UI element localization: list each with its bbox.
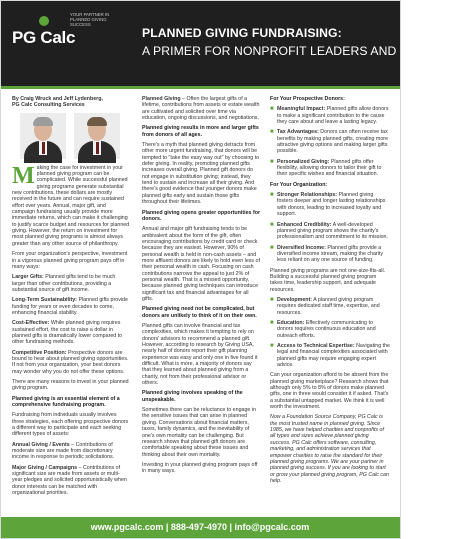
reasons-paragraph: There are many reasons to invest in your planned giving program. [12,379,129,392]
headline-line2: A PRIMER FOR NONPROFIT LEADERS AND BOARDS [142,44,452,58]
author-photos [12,113,130,159]
section-paragraph: There's a myth that planned giving detracts from other more urgent fundraising, that donors will be tempted to "take the easy way out" by choosing to defer giving. In reality, promoting planned gifts increases overall giving. Planned gift donors do not engage in substitution giving; instead, they tend to sustain and increase all their giving. And there's good evidence that younger donors make planned gifts early and sustain those gifts throughout their lifetimes. [142,142,260,206]
about-paragraph: Now a Foundation Source Company, PG Calc is the most trusted name in planned giving. Since 1985, we have helped charities and nonprofits of all types and sizes achieve planned giving success. PG Calc offers software, consulting, marketing, and administration services that empower charities to raise the standard for their planned giving programs. We are your partner in planned giving success. If you are looking to start or grow your planned giving program, PG Calc can help. [270,414,389,484]
section-paragraph: Planned giving programs are not one-size-fits-all. Building a successful planned giving program takes time, leadership support, and adequate resources. [270,267,386,293]
bullet-icon: ■ [270,221,274,228]
column-2 [142,96,260,479]
bullet-item: ■ Tax Advantages: Donors can often receive tax benefits by making planned gifts, creating more attractive giving options and making larger gifts possible. [270,129,389,155]
bullet-icon: ■ [270,192,274,199]
bullet-item: ■ Diversified Income: Planned gifts provide a diversified income stream, making the charity less reliant on any one source of funding. [270,244,383,264]
strategy-item: Planned Giving – Often the largest gifts of a lifetime, contributions from assets or estate wealth are cultivated and solicited over time via education, ongoing discussions, and negotiations. [142,96,260,122]
benefit-item: Cost-Effective: While planned giving requires sustained effort, the cost to raise a dollar in planned gifts is dramatically lower compared to other fundraising methods. [12,320,123,346]
bullet-item: ■ Personalized Giving: Planned gifts offer flexibility, allowing donors to tailor their gift to their specific wishes and financial situation. [270,158,382,178]
bullet-item: ■ Stronger Relationships: Planned giving fosters deeper and longer lasting relationships with donors, leading to increased loyalty and support. [270,192,386,218]
section-paragraph: Sometimes there can be reluctance to engage in the sensitive issues that can arise in planned giving. Conversations about financial matters, taxes, family dynamics, and the inevitability of one's own mortality can be challenging. But research shows that planned gift donors are comfortable speaking about these issues and thinking about their own mortality. [142,407,256,458]
header-divider [0,86,400,89]
header-banner [0,0,452,86]
perspective-paragraph: From your organization's perspective, investment in a vigorous planned giving program pays off in many ways: [12,251,128,270]
benefit-item: Larger Gifts: Planned gifts tend to be much larger than other contributions, providing a substantial source of gift income. [12,274,116,293]
donors-heading: For Your Prospective Donors: [270,96,345,102]
bullet-icon: ■ [270,296,274,303]
author-photo-craig [20,113,66,159]
closing-paragraph: Can your organization afford to be absent from the planned giving marketplace? Research shows that although only 5% to 8% of donors make planned gifts, one in three would consider it if asked. That's a substantial untapped market. We think it is well worth the investment. [270,372,389,411]
section-heading: Planned giving need not be complicated, but donors are unlikely to think of it on their own. [142,306,257,319]
section-heading: Planned giving results in more and larger gifts from donors of all ages. [142,125,259,138]
section-paragraph: Investing in your planned giving program pays off in many ways. [142,461,258,475]
byline-authors: By Craig Wruck and Jeff Lydenberg, [12,96,103,102]
bullet-icon: ■ [270,129,274,136]
bullet-icon: ■ [270,319,274,326]
bullet-icon: ■ [270,106,274,113]
logo-text: PG Calc [12,28,76,47]
bullet-item: ■ Enhanced Credibility: A well-developed planned giving program shows the charity's professionalism and commitment to its mission. [270,221,388,241]
organization-heading: For Your Organization: [270,181,328,188]
bullet-icon: ■ [270,244,274,251]
byline-company: PG Calc Consulting Services [12,102,85,109]
footer-bar [0,517,400,538]
section-paragraph: Fundraising from individuals usually involves three strategies, each offering prospective donors a different way to participate and each seeking different types of assets: [12,412,129,438]
bullet-icon: ■ [270,158,274,165]
column-3 [270,96,390,488]
bullet-item: ■ Meaningful Impact: Planned gifts allow donors to make a significant contribution to the cause they care about and leave a lasting legacy. [270,106,389,126]
section-heading: Planned giving is an essential element of a comprehensive fundraising program. [12,395,120,409]
headline-line1: PLANNED GIVING FUNDRAISING: [142,26,342,40]
footer-contact[interactable]: www.pgcalc.com | 888-497-4970 | info@pgcalc.com [90,522,310,532]
author-photo-jeff [74,113,120,159]
byline [12,96,130,109]
section-paragraph: Annual and major gift fundraising tends to be ambivalent about the form of the gift, often encouraging contributions by credit card or check because they are easiest. However, 90% of personal wealth is held in non-cash assets – and more affluent donors are likely to hold even less of their personal wealth in cash. Focusing on cash contributions narrows the appeal to just 2% of personal wealth. That is a missed opportunity, because planned giving techniques can introduce significant tax and financial advantages for all gifts. [142,226,260,302]
column-1 [12,96,130,501]
bullet-icon: ■ [270,343,274,349]
logo-tagline: YOUR PARTNER IN PLANNED GIVING SUCCESS [70,12,110,28]
bullet-item: ■ Development: A planned giving program requires dedicated staff time, expertise, and resources. [270,296,380,316]
bullet-item: ■ Education: Effectively communicating to donors requires continuous education and outreach efforts. [270,319,376,339]
section-heading: Planned giving opens greater opportunities for donors. [142,209,261,222]
strategy-item: Major Giving / Campaigns – Contributions of significant size are made from assets or multi-year pledges and solicited opportunistically when donor interests can be matched with organizational priorities. [12,464,127,497]
intro-paragraph: Making the case for investment in your planned giving program can be complicated. While successful planned giving programs generate substantial new contributions, these dollars are mostly received in the future and can require sustained effort over years. Annual, major gift, and campaign fundraising usually provide more immediate returns, which can make it challenging to justify scarce budget and resources for planned giving. However, the return on investment for most planned giving programs is almost always greater than any other source of philanthropy. [12,162,130,247]
strategy-item: Annual Giving / Events – Contributions of moderate size are made from discretionary income in response to periodic solicitations. [12,441,115,461]
benefit-item: Long-Term Sustainability: Planned gifts provide funding for years or even decades to come, enhancing financial stability. [12,297,128,316]
logo-dot-icon [39,16,49,26]
drop-cap: M [12,162,35,189]
section-paragraph: Planned gifts can involve financial and tax complexities, which makes it tempting to rely on donors' advisors to recommend a planned gift. However, according to research by Giving USA, nearly half of donors report their gift planning experience was easy and only one in five found it difficult. What is more, a majority of donors say that they learned about planned giving from a charity, not from their professional advisor or others. [142,323,258,387]
benefit-item: Competitive Position: Prospective donors are bound to hear about planned giving opportunities. If not from your organization, your best donors may wonder why you do not offer these options. [12,349,129,375]
section-heading: Planned giving involves speaking of the unspeakable. [142,390,243,403]
bullet-item: ■ Access to Technical Expertise: Navigating the legal and financial complexities associated with planned gifts may require engaging expert advice. [270,343,390,369]
